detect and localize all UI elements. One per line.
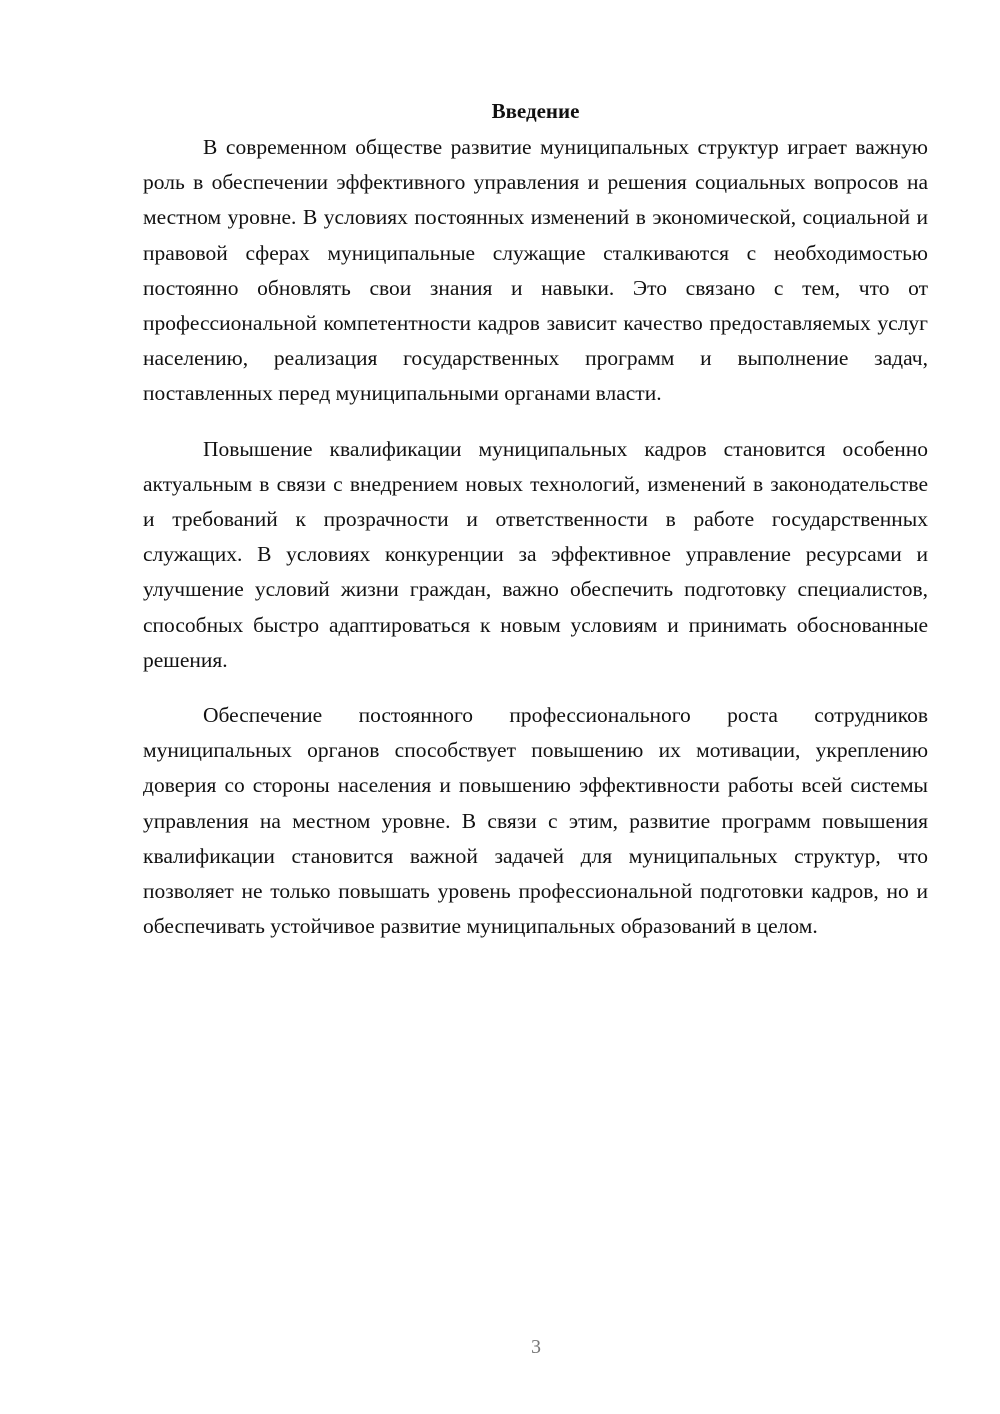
page-content <box>143 96 928 964</box>
paragraph-1: В современном обществе развитие муниципальных структур играет важную роль в обеспечении эффективного управления и решения социальных вопросов на местном уровне. В условиях постоянных изменений в экономической, социальной и правовой сферах муниципальные служащие сталкиваются с необходимостью постоянно обновлять свои знания и навыки. Это связано с тем, что от профессиональной компетентности кадров зависит качество предоставляемых услуг населению, реализация государственных программ и выполнение задач, поставленных перед муниципальными органами власти. <box>143 135 928 406</box>
page-number: 3 <box>531 1336 541 1358</box>
paragraph-2: Повышение квалификации муниципальных кадров становится особенно актуальным в связи с внедрением новых технологий, изменений в законодательстве и требований к прозрачности и ответственности в работе государственных служащих. В условиях конкуренции за эффективное управление ресурсами и улучшение условий жизни граждан, важно обеспечить подготовку специалистов, способных быстро адаптироваться к новым условиям и принимать обоснованные решения. <box>143 436 928 672</box>
paragraph-3: Обеспечение постоянного профессионального роста сотрудников муниципальных органов способствует повышению их мотивации, укреплению доверия со стороны населения и повышению эффективности работы всей системы управления на местном уровне. В связи с этим, развитие программ повышения квалификации становится важной задачей для муниципальных структур, что позволяет не только повышать уровень профессиональной подготовки кадров, но и обеспечивать устойчивое развитие муниципальных образований в целом. <box>143 703 928 939</box>
section-heading: Введение <box>491 99 580 123</box>
